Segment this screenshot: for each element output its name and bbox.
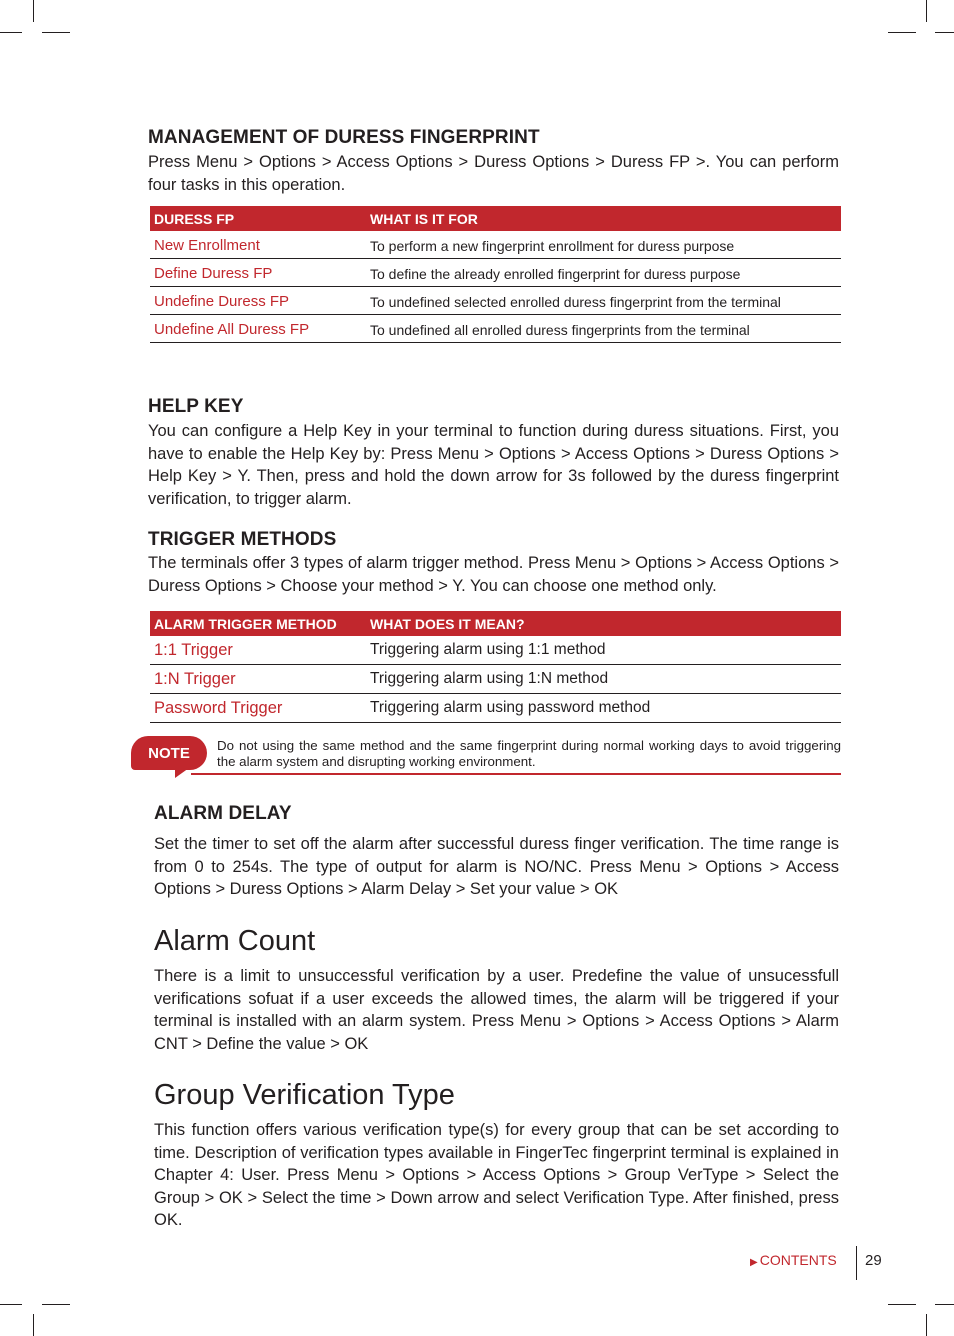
alarm-trigger-table [150, 611, 841, 723]
page-number: 29 [865, 1252, 882, 1269]
table-cell-meaning: Triggering alarm using 1:N method [366, 665, 841, 694]
help-key-paragraph: You can configure a Help Key in your terminal to function during duress situations. First, you have to enable the Help Key by: Press Menu > Options > Access Options > Duress Options > Help Key > Y. Then, press and hold the down arrow for 3s followed by the duress fingerprint verification, to trigger alarm. [148, 422, 839, 508]
duress-fp-table [150, 206, 841, 343]
alarm-count-paragraph: There is a limit to unsuccessful verification by a user. Predefine the value of unsucessfull verifications sofuat if a user exceeds the allowed times, the alarm will be triggered if your terminal is installed with an alarm system. Press Menu > Options > Access Options > Alarm CNT > Define the value > OK [154, 967, 839, 1053]
crop-mark [935, 1304, 954, 1305]
table-header-cell: ALARM TRIGGER METHOD [150, 611, 366, 636]
table-cell-description: To perform a new fingerprint enrollment for duress purpose [366, 231, 841, 259]
alarm-delay-heading: ALARM DELAY [154, 803, 292, 824]
note-underline [191, 773, 841, 775]
footer-divider [856, 1246, 857, 1280]
crop-mark [42, 1304, 70, 1305]
table-row [150, 665, 841, 694]
table-cell-meaning: Triggering alarm using 1:1 method [366, 636, 841, 665]
crop-mark [33, 1314, 34, 1336]
table-cell-option: Undefine All Duress FP [150, 315, 366, 343]
crop-mark [33, 0, 34, 22]
table-row [150, 636, 841, 665]
table-cell-method: 1:1 Trigger [150, 636, 366, 665]
crop-mark [0, 32, 22, 33]
table-cell-description: To undefined all enrolled duress fingerprints from the terminal [366, 315, 841, 343]
table-row [150, 694, 841, 723]
group-verification-heading: Group Verification Type [154, 1079, 455, 1111]
table-header-cell: WHAT IS IT FOR [366, 206, 841, 231]
table-row [150, 315, 841, 343]
table-cell-option: Define Duress FP [150, 259, 366, 287]
crop-mark [42, 32, 70, 33]
note-box [131, 735, 841, 775]
duress-paragraph: Press Menu > Options > Access Options > Duress Options > Duress FP >. You can perform four tasks in this operation. [148, 153, 839, 194]
note-badge: NOTE [131, 736, 207, 770]
crop-mark [0, 1304, 22, 1305]
contents-label: CONTENTS [759, 1252, 837, 1268]
help-key-heading: HELP KEY [148, 396, 244, 417]
group-verification-paragraph: This function offers various verification type(s) for every group that can be set according to time. Description of verification types available in FingerTec fingerprint terminal is explained in Chapter 4: User. Press Menu > Options > Access Options > Group VerType > Select the Group > OK > Select the time > Down arrow and select Verification Type. After finished, press OK. [154, 1121, 839, 1229]
table-cell-description: To define the already enrolled fingerprint for duress purpose [366, 259, 841, 287]
table-row [150, 231, 841, 259]
note-text: Do not using the same method and the same fingerprint during normal working days to avoid triggering the alarm system and disrupting working environment. [217, 738, 841, 769]
table-cell-option: New Enrollment [150, 231, 366, 259]
table-header-cell: DURESS FP [150, 206, 366, 231]
crop-mark [888, 1304, 916, 1305]
table-cell-description: To undefined selected enrolled duress fingerprint from the terminal [366, 287, 841, 315]
crop-mark [935, 32, 954, 33]
contents-link[interactable] [750, 1252, 837, 1268]
alarm-count-heading: Alarm Count [154, 925, 316, 957]
table-header-row [150, 611, 841, 636]
crop-mark [888, 32, 916, 33]
table-row [150, 259, 841, 287]
trigger-methods-paragraph: The terminals offer 3 types of alarm trigger method. Press Menu > Options > Access Options > Duress Options > Choose your method > Y. You can choose one method only. [148, 554, 839, 595]
table-header-row [150, 206, 841, 231]
trigger-methods-heading: TRIGGER METHODS [148, 529, 337, 550]
table-cell-meaning: Triggering alarm using password method [366, 694, 841, 723]
table-cell-method: 1:N Trigger [150, 665, 366, 694]
table-cell-method: Password Trigger [150, 694, 366, 723]
crop-mark [926, 0, 927, 22]
duress-heading: MANAGEMENT OF DURESS FINGERPRINT [148, 127, 540, 148]
table-header-cell: WHAT DOES IT MEAN? [366, 611, 841, 636]
triangle-right-icon: ▶ [750, 1257, 758, 1268]
alarm-delay-paragraph: Set the timer to set off the alarm after successful duress finger verification. The time range is from 0 to 254s. The type of output for alarm is NO/NC. Press Menu > Options > Access Options > Duress Options > Alarm Delay > Set your value > OK [154, 835, 839, 898]
table-row [150, 287, 841, 315]
table-cell-option: Undefine Duress FP [150, 287, 366, 315]
crop-mark [926, 1314, 927, 1336]
